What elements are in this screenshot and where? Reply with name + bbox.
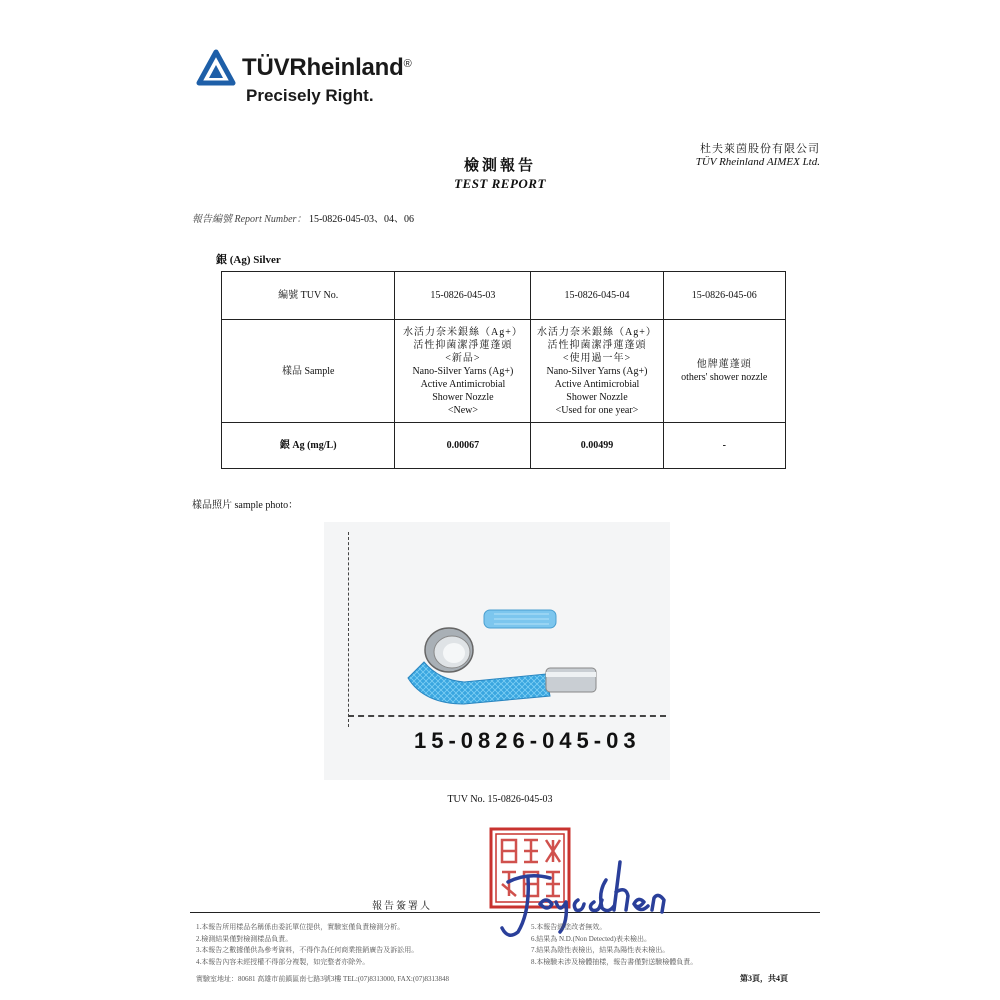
- sample-en-line: <Used for one year>: [555, 404, 639, 416]
- table-row: [222, 320, 786, 423]
- report-number-label-zh: 報告編號: [192, 214, 232, 225]
- sample-en-line: others' shower nozzle: [681, 372, 768, 383]
- result-value-cell: 0.00067: [395, 423, 531, 469]
- sample-zh-line: 水活力奈米銀絲（Ag+）: [537, 326, 657, 338]
- tuv-logo: [196, 48, 436, 108]
- sample-zh-line: 活性抑菌潔淨蓮蓬頭: [547, 339, 647, 351]
- note-line: 8.本檢驗未涉及檢體抽樣，報告書僅對送驗檢體負責。: [531, 957, 698, 966]
- note-line: 6.結果為 N.D.(Non Detected)表未檢出。: [531, 934, 651, 943]
- note-line: 4.本報告內容未經授權不得部分複製，如完整者亦除外。: [196, 957, 370, 966]
- table-row: [222, 423, 786, 469]
- company-name-zh: 杜夫萊茵股份有限公司: [700, 143, 820, 155]
- tuv-triangle-icon: [196, 48, 236, 88]
- brand-tagline: Precisely Right.: [246, 86, 374, 105]
- sample-photo: [324, 522, 670, 780]
- sample-photo-label: 樣品照片 sample photo：: [192, 500, 299, 511]
- note-line: 5.本報告經塗改者無效。: [531, 923, 607, 931]
- report-number-value: 15-0826-045-03、04、06: [308, 214, 414, 225]
- photo-caption: TUV No. 15-0826-045-03: [447, 794, 553, 805]
- sample-en-line: Nano-Silver Yarns (Ag+): [546, 365, 648, 377]
- sample-en-line: Active Antimicrobial: [420, 378, 506, 390]
- note-line: 3.本報告之數據僅供為參考資料，不得作為任何商業推銷廣告及訴訟用。: [196, 946, 419, 954]
- tuv-number-cell: 15-0826-045-06: [663, 272, 785, 320]
- notes-right-column: [531, 922, 841, 968]
- sample-cell: [663, 320, 785, 423]
- sample-en-line: Active Antimicrobial: [554, 378, 640, 390]
- tuv-number-cell: 15-0826-045-03: [395, 272, 531, 320]
- result-value-cell: -: [663, 423, 785, 469]
- result-label-cell: 銀 Ag (mg/L): [222, 423, 395, 469]
- sample-number-label: 15-0826-045-03: [414, 728, 641, 753]
- report-number: [192, 210, 414, 225]
- results-table: [221, 271, 786, 469]
- page-number: 第3頁，共4頁: [740, 974, 788, 983]
- brand-name: TÜVRheinland®: [242, 54, 412, 81]
- note-line: 2.檢測結果僅對檢測樣品負責。: [196, 934, 293, 943]
- header-label-cell: 編號 TUV No.: [222, 272, 395, 320]
- shower-nozzle-image: [324, 522, 670, 722]
- report-signer-label: 報告簽署人: [372, 901, 432, 912]
- note-line: 1.本報告所用樣品名稱係由委託單位提供，實驗室僅負責檢測分析。: [196, 923, 405, 931]
- table-row: [222, 272, 786, 320]
- sample-cell: [531, 320, 663, 423]
- sample-en-line: Nano-Silver Yarns (Ag+): [412, 365, 514, 377]
- note-line: 7.結果為陰性表檢出，結果為陽性表未檢出。: [531, 946, 670, 954]
- notes-left-column: [196, 922, 506, 968]
- sample-zh-line: 活性抑菌潔淨蓮蓬頭: [413, 339, 513, 351]
- section-title: 銀 (Ag) Silver: [216, 254, 281, 266]
- report-number-label-en: Report Number：: [234, 214, 307, 225]
- report-title-en: TEST REPORT: [454, 176, 546, 191]
- sample-zh-line: <新品>: [445, 352, 481, 364]
- sample-label-cell: 樣品 Sample: [222, 320, 395, 423]
- sample-zh-line: 水活力奈米銀絲（Ag+）: [402, 326, 523, 338]
- tuv-number-cell: 15-0826-045-04: [531, 272, 663, 320]
- sample-zh-line: <使用過一年>: [562, 352, 632, 364]
- company-name-en: TÜV Rheinland AIMEX Ltd.: [695, 156, 820, 168]
- sample-en-line: <New>: [447, 404, 478, 416]
- sample-cell: [395, 320, 531, 423]
- sample-en-line: Shower Nozzle: [432, 391, 494, 403]
- sample-en-line: Shower Nozzle: [566, 391, 628, 403]
- sample-zh-line: 他牌蓮蓬頭: [696, 359, 752, 370]
- report-title-zh: 檢測報告: [463, 158, 536, 174]
- result-value-cell: 0.00499: [531, 423, 663, 469]
- lab-address: 實驗室地址：80681 高雄市前鎮區南七路3號3樓 TEL:(07)8313000, FAX:(07)8313848: [196, 975, 450, 983]
